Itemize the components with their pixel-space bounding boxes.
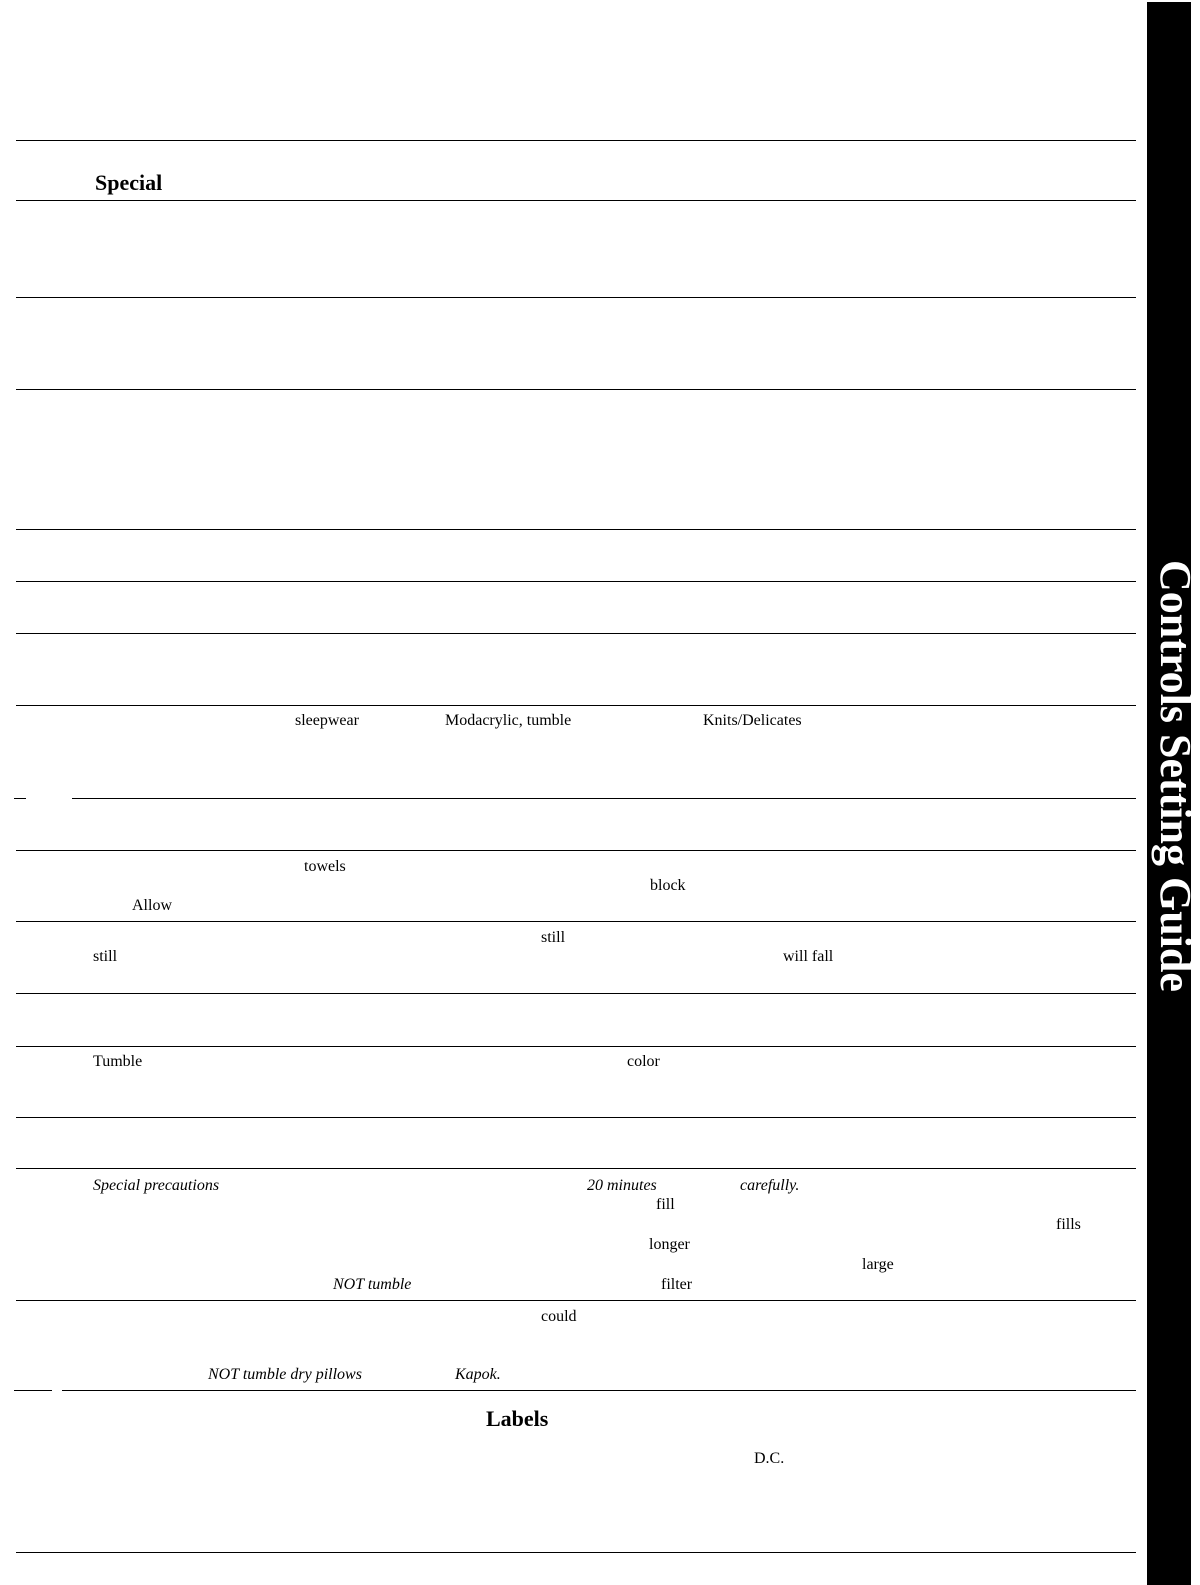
word-could: could <box>541 1308 577 1325</box>
heading-labels: Labels <box>486 1406 549 1431</box>
word-fills: fills <box>1056 1216 1081 1233</box>
word-modacrylic: Modacrylic, tumble <box>445 712 572 729</box>
word-allow: Allow <box>132 897 172 914</box>
rule-row-6 <box>16 705 1136 706</box>
rule-row-9 <box>16 921 1136 922</box>
word-tumble: Tumble <box>93 1053 143 1070</box>
word-still: still <box>541 929 566 946</box>
word-knits-delicates: Knits/Delicates <box>703 712 802 729</box>
heading-special: Special <box>95 170 163 195</box>
rule-row-4 <box>16 581 1136 582</box>
rule-row-11 <box>16 1046 1136 1047</box>
rule-row-7 <box>72 798 1136 799</box>
rule-row-14 <box>16 1300 1136 1301</box>
word-longer: longer <box>649 1236 690 1253</box>
word-kapok: Kapok. <box>455 1366 501 1383</box>
rule-bottom <box>16 1552 1136 1553</box>
word-will-fall: will fall <box>783 948 834 965</box>
word-fill: fill <box>656 1196 675 1213</box>
rule-row-2 <box>16 389 1136 390</box>
scan-mark <box>14 1390 52 1391</box>
rule-row-13 <box>16 1168 1136 1169</box>
word-color: color <box>627 1053 660 1070</box>
rule-row-10 <box>16 993 1136 994</box>
word-dc: D.C. <box>754 1450 785 1467</box>
word-not-tumble-dry-pillows: NOT tumble dry pillows <box>208 1366 362 1383</box>
rule-top <box>16 140 1136 141</box>
word-large: large <box>862 1256 894 1273</box>
word-filter: filter <box>661 1276 693 1293</box>
word-20-minutes: 20 minutes <box>587 1177 657 1194</box>
word-sleepwear: sleepwear <box>295 712 359 729</box>
scan-mark <box>14 798 26 799</box>
rule-row-5 <box>16 633 1136 634</box>
word-block: block <box>650 877 686 894</box>
side-tab-text: Controls Setting Guide <box>1151 560 1200 992</box>
rule-row-1 <box>16 297 1136 298</box>
word-carefully: carefully. <box>740 1177 800 1194</box>
rule-row-15 <box>62 1390 1136 1391</box>
word-not-tumble: NOT tumble <box>333 1276 412 1293</box>
rule-row-12 <box>16 1117 1136 1118</box>
rule-row-8 <box>16 850 1136 851</box>
word-special-precautions: Special precautions <box>93 1177 220 1194</box>
rule-header-bottom <box>16 200 1136 201</box>
side-tab-label <box>1151 560 1200 992</box>
word-still: still <box>93 948 118 965</box>
word-towels: towels <box>304 858 346 875</box>
rule-row-3 <box>16 529 1136 530</box>
